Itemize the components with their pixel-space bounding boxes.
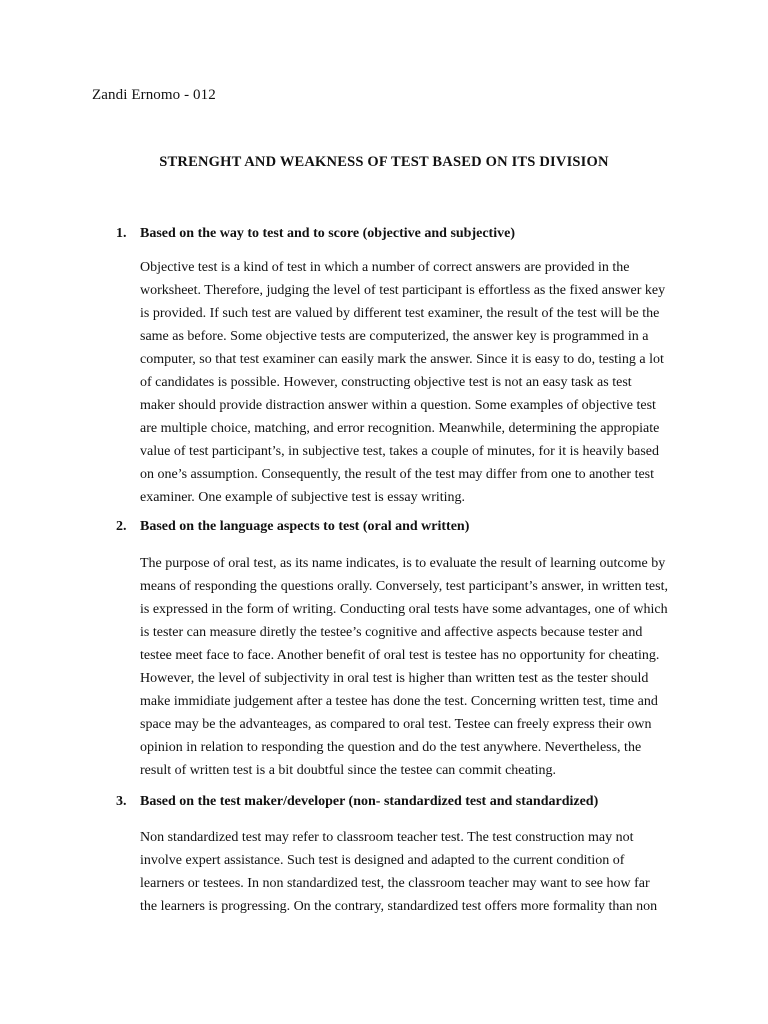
section-paragraph <box>140 552 680 782</box>
paragraph-line: However, the level of subjectivity in oral test is higher than written test as the tester should <box>140 671 649 686</box>
paragraph-line: Objective test is a kind of test in which a number of correct answers are provided in the <box>140 260 630 275</box>
paragraph-line: the learners is progressing. On the contrary, standardized test offers more formality than non <box>140 899 658 914</box>
paragraph-line: is expressed in the form of writing. Conducting oral tests have some advantages, one of which <box>140 602 668 617</box>
section-heading <box>116 226 515 242</box>
paragraph-line: learners or testees. In non standardized test, the classroom teacher may want to see how far <box>140 876 650 891</box>
section-heading <box>116 519 469 535</box>
paragraph-line: The purpose of oral test, as its name indicates, is to evaluate the result of learning outcome by <box>140 556 666 571</box>
section-paragraph <box>140 826 680 918</box>
section-number: 2. <box>116 519 127 534</box>
paragraph-line: Non standardized test may refer to classroom teacher test. The test construction may not <box>140 830 634 845</box>
section-paragraph <box>140 256 680 509</box>
section-number: 3. <box>116 794 127 809</box>
paragraph-line: computer, so that test examiner can easily mark the answer. Since it is easy to do, testing a lot <box>140 352 664 367</box>
section-heading-text: Based on the test maker/developer (non- standardized test and standardized) <box>140 794 599 809</box>
paragraph-line: space may be the advanteages, as compared to oral test. Testee can freely express their own <box>140 717 652 732</box>
paragraph-line: maker should provide distraction answer within a question. Some examples of objective test <box>140 398 656 413</box>
author-line: Zandi Ernomo - 012 <box>92 87 216 103</box>
paragraph-line: value of test participant’s, in subjective test, takes a couple of minutes, for it is heavily based <box>140 444 660 459</box>
paragraph-line: opinion in relation to responding the question and do the test anywhere. Nevertheless, the <box>140 740 642 755</box>
paragraph-line: involve expert assistance. Such test is designed and adapted to the current condition of <box>140 853 625 868</box>
paragraph-line: same as before. Some objective tests are computerized, the answer key is programmed in a <box>140 329 649 344</box>
section-heading-text: Based on the way to test and to score (objective and subjective) <box>140 226 515 241</box>
paragraph-line: means of responding the questions orally. Conversely, test participant’s answer, in written test, <box>140 579 668 594</box>
paragraph-line: worksheet. Therefore, judging the level of test participant is effortless as the fixed answer key <box>140 283 666 298</box>
section-heading-text: Based on the language aspects to test (oral and written) <box>140 519 470 534</box>
paragraph-line: on one’s assumption. Consequently, the result of the test may differ from one to another test <box>140 467 655 482</box>
section-heading <box>116 794 598 810</box>
paragraph-line: testee meet face to face. Another benefit of oral test is testee has no opportunity for cheating. <box>140 648 660 663</box>
document-title: STRENGHT AND WEAKNESS OF TEST BASED ON ITS DIVISION <box>159 154 609 170</box>
paragraph-line: are multiple choice, matching, and error recognition. Meanwhile, determining the appropiate <box>140 421 660 436</box>
section-number: 1. <box>116 226 127 241</box>
paragraph-line: examiner. One example of subjective test is essay writing. <box>140 490 466 505</box>
paragraph-line: is tester can measure diretly the testee’s cognitive and affective aspects because tester and <box>140 625 643 640</box>
paragraph-line: result of written test is a bit doubtful since the testee can commit cheating. <box>140 763 556 778</box>
paragraph-line: is provided. If such test are valued by different test examiner, the result of the test will be the <box>140 306 660 321</box>
paragraph-line: of candidates is possible. However, constructing objective test is not an easy task as test <box>140 375 632 390</box>
paragraph-line: make immidiate judgement after a testee has done the test. Concerning written test, time and <box>140 694 658 709</box>
